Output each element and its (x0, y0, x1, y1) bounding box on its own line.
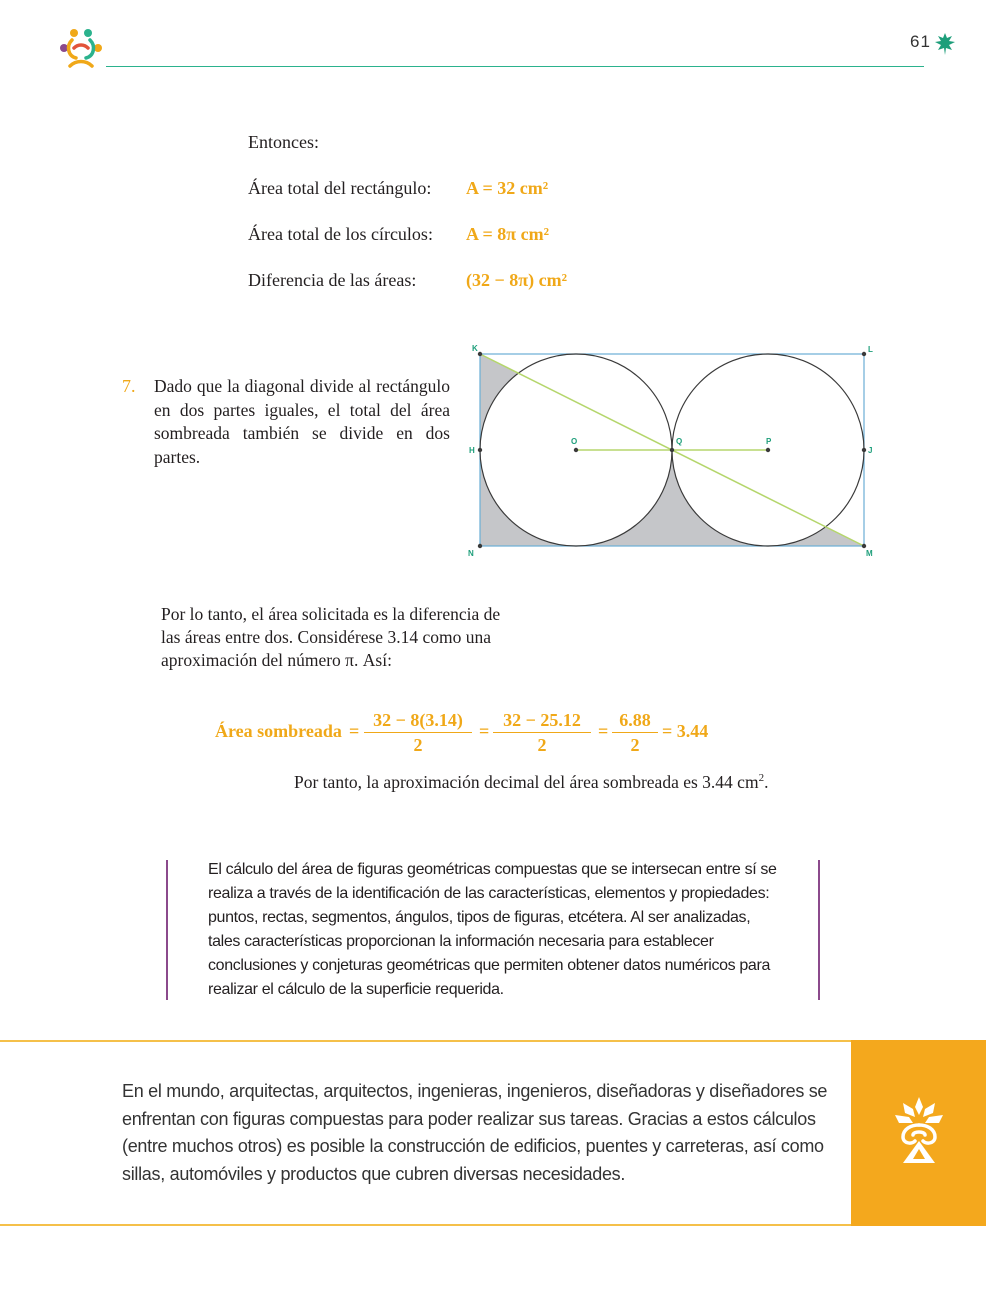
summary-value-difference: (32 − 8π) cm² (466, 270, 567, 290)
conclusion-text (294, 772, 768, 793)
formula-result: = 3.44 (662, 721, 709, 741)
fraction-1-numerator: 32 − 8(3.14) (364, 710, 472, 733)
fraction-1-denominator: 2 (413, 735, 423, 755)
fraction-3-denominator: 2 (630, 735, 640, 755)
point-n-label: N (468, 549, 474, 558)
conclusion-period: . (764, 772, 769, 792)
band-emblem-box (851, 1040, 986, 1226)
point-k-label: K (472, 344, 478, 353)
conclusion-exponent: 2 (758, 772, 765, 785)
geometry-figure (460, 340, 890, 565)
summary-label-circles: Área total de los círculos: (248, 224, 433, 244)
summary-intro: Entonces: (248, 132, 319, 152)
band-top-rule (0, 1040, 986, 1042)
point-o-label: O (571, 437, 578, 446)
summary-value-rectangle: A = 32 cm² (466, 178, 549, 198)
formula-eq-3: = (598, 721, 609, 741)
formula-fraction-1 (364, 710, 472, 756)
summary-label-difference: Diferencia de las áreas: (248, 270, 417, 290)
page-number: 61 (910, 32, 931, 51)
formula-fraction-3 (612, 710, 658, 756)
point-l-label: L (868, 345, 873, 354)
summary-value-circles: A = 8π cm² (466, 224, 550, 244)
note-right-bar (818, 860, 820, 1000)
point-h-label: H (469, 446, 475, 455)
note-text: El cálculo del área de figuras geométricas compuestas que se intersecan entre sí se realiza a través de la identificación de las características, elementos y propiedades: puntos, rectas, segmentos, ángulos, tipos de figuras, etcétera. Al ser analizadas, tales características proporcionan la información necesaria para establecer conclusiones y conjeturas geométricas que permiten obtener datos numéricos para realizar el cálculo de la superficie requerida. (208, 861, 777, 998)
explanation-text: Por lo tanto, el área solicitada es la diferencia de las áreas entre dos. Considérese 3.14 como una aproximación del número π. Así: (161, 604, 501, 670)
fraction-2-denominator: 2 (537, 735, 547, 755)
point-j-label: J (868, 446, 873, 455)
tree-emblem-icon (891, 1095, 947, 1167)
formula-eq-2: = (479, 721, 490, 741)
item-number: 7. (122, 376, 136, 396)
conclusion-main: Por tanto, la aproximación decimal del área sombreada es 3.44 cm (294, 772, 759, 792)
header-rule (106, 66, 924, 67)
note-left-bar (166, 860, 168, 1000)
point-q-label: Q (676, 437, 683, 446)
summary-label-rectangle: Área total del rectángulo: (248, 178, 432, 198)
band-text: En el mundo, arquitectas, arquitectos, ingenieras, ingenieros, diseñadoras y diseñadores se enfrentan con figuras compuestas para poder realizar sus tareas. Gracias a estos cálculos (entre muchos otros) es posible la construcción de edificios, puentes y carreteras, así como sillas, automóviles y productos que cubren diversas necesidades. (122, 1081, 828, 1184)
formula-eq-1: = (349, 721, 360, 741)
header-tree-icon (934, 32, 956, 56)
point-m-label: M (866, 549, 873, 558)
item-text: Dado que la diagonal divide al rectángulo en dos partes iguales, el total del área sombreada también se divide en dos partes. (154, 376, 450, 467)
formula-fraction-2 (493, 710, 591, 756)
point-p-label: P (766, 437, 772, 446)
formula-label: Área sombreada (215, 721, 342, 741)
fraction-2-numerator: 32 − 25.12 (493, 710, 591, 733)
fraction-3-numerator: 6.88 (612, 710, 658, 733)
header-logo-icon (58, 26, 104, 70)
band-bottom-rule (0, 1224, 986, 1226)
